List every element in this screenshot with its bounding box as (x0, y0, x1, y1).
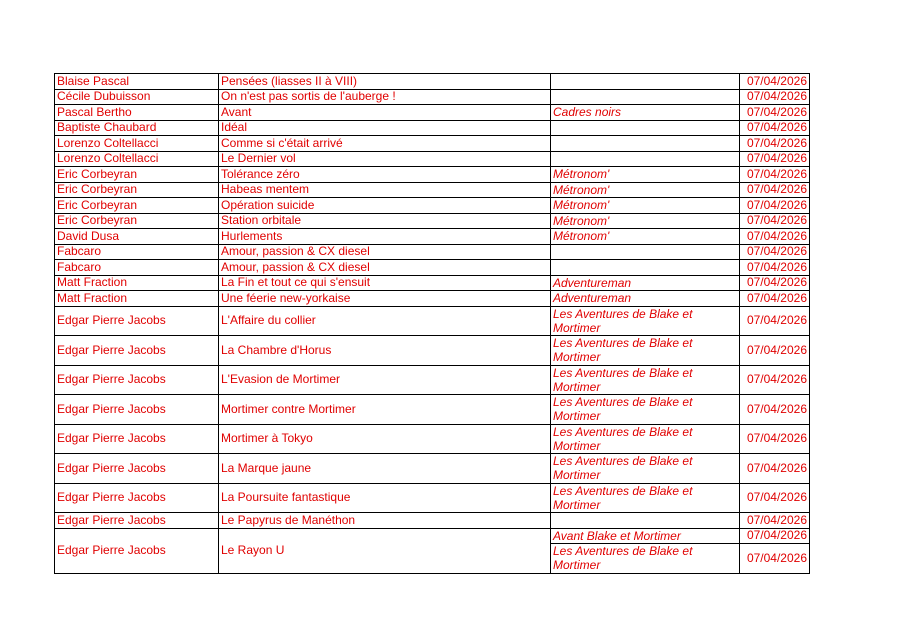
table-row (55, 167, 810, 183)
table-row (55, 513, 810, 529)
author-cell: Edgar Pierre Jacobs (55, 336, 219, 366)
date-cell: 07/04/2026 (740, 513, 810, 529)
series-cell: Métronom' (551, 213, 740, 229)
series-cell: Cadres noirs (551, 105, 740, 121)
author-cell: Fabcaro (55, 260, 219, 276)
series-cell (551, 136, 740, 152)
author-cell: Edgar Pierre Jacobs (55, 365, 219, 395)
title-cell: Amour, passion & CX diesel (219, 244, 551, 260)
series-cell: Les Aventures de Blake et Mortimer (551, 306, 740, 336)
series-cell: Les Aventures de Blake et Mortimer (551, 544, 740, 574)
date-cell: 07/04/2026 (740, 291, 810, 307)
title-cell: Pensées (liasses II à VIII) (219, 74, 551, 90)
title-cell: La Chambre d'Horus (219, 336, 551, 366)
series-cell: Les Aventures de Blake et Mortimer (551, 336, 740, 366)
series-cell: Métronom' (551, 167, 740, 183)
date-cell: 07/04/2026 (740, 105, 810, 121)
title-cell: Hurlements (219, 229, 551, 245)
date-cell: 07/04/2026 (740, 336, 810, 366)
table-row (55, 74, 810, 90)
table-row (55, 198, 810, 214)
table-row (55, 365, 810, 395)
date-cell: 07/04/2026 (740, 424, 810, 454)
title-cell: Avant (219, 105, 551, 121)
table-row (55, 136, 810, 152)
title-cell: Mortimer contre Mortimer (219, 395, 551, 425)
table-row (55, 483, 810, 513)
table-row (55, 336, 810, 366)
date-cell: 07/04/2026 (740, 89, 810, 105)
table-row (55, 306, 810, 336)
title-cell: L'Affaire du collier (219, 306, 551, 336)
date-cell: 07/04/2026 (740, 182, 810, 198)
author-cell: Eric Corbeyran (55, 167, 219, 183)
date-cell: 07/04/2026 (740, 74, 810, 90)
author-cell: Edgar Pierre Jacobs (55, 483, 219, 513)
table-row (55, 213, 810, 229)
author-cell: Pascal Bertho (55, 105, 219, 121)
title-cell: La Poursuite fantastique (219, 483, 551, 513)
title-cell: Opération suicide (219, 198, 551, 214)
series-cell (551, 151, 740, 167)
title-cell: Mortimer à Tokyo (219, 424, 551, 454)
date-cell: 07/04/2026 (740, 151, 810, 167)
author-cell: Edgar Pierre Jacobs (55, 424, 219, 454)
table-row (55, 151, 810, 167)
title-cell: Habeas mentem (219, 182, 551, 198)
series-cell (551, 513, 740, 529)
author-cell: Edgar Pierre Jacobs (55, 306, 219, 336)
title-cell: Le Papyrus de Manéthon (219, 513, 551, 529)
title-cell: Le Dernier vol (219, 151, 551, 167)
date-cell: 07/04/2026 (740, 306, 810, 336)
title-cell: Tolérance zéro (219, 167, 551, 183)
date-cell: 07/04/2026 (740, 365, 810, 395)
title-cell: L'Evasion de Mortimer (219, 365, 551, 395)
date-cell: 07/04/2026 (740, 483, 810, 513)
title-cell: Station orbitale (219, 213, 551, 229)
table-row (55, 105, 810, 121)
series-cell: Les Aventures de Blake et Mortimer (551, 395, 740, 425)
title-cell: La Marque jaune (219, 454, 551, 484)
author-cell: Blaise Pascal (55, 74, 219, 90)
title-cell: Une féerie new-yorkaise (219, 291, 551, 307)
author-cell: Eric Corbeyran (55, 213, 219, 229)
author-cell: Lorenzo Coltellacci (55, 151, 219, 167)
series-cell (551, 244, 740, 260)
series-cell (551, 260, 740, 276)
author-cell: Edgar Pierre Jacobs (55, 528, 219, 573)
author-cell: Eric Corbeyran (55, 198, 219, 214)
author-cell: Eric Corbeyran (55, 182, 219, 198)
table-row (55, 120, 810, 136)
series-cell: Adventureman (551, 275, 740, 291)
title-cell: Amour, passion & CX diesel (219, 260, 551, 276)
series-cell: Les Aventures de Blake et Mortimer (551, 424, 740, 454)
author-cell: David Dusa (55, 229, 219, 245)
title-cell: Comme si c'était arrivé (219, 136, 551, 152)
table-row (55, 229, 810, 245)
table-row (55, 395, 810, 425)
author-cell: Edgar Pierre Jacobs (55, 513, 219, 529)
series-cell (551, 120, 740, 136)
series-cell: Avant Blake et Mortimer (551, 528, 740, 544)
date-cell: 07/04/2026 (740, 544, 810, 574)
series-cell: Adventureman (551, 291, 740, 307)
series-cell (551, 89, 740, 105)
author-cell: Cécile Dubuisson (55, 89, 219, 105)
series-cell: Les Aventures de Blake et Mortimer (551, 454, 740, 484)
book-list-table (54, 73, 810, 574)
date-cell: 07/04/2026 (740, 244, 810, 260)
series-cell: Les Aventures de Blake et Mortimer (551, 483, 740, 513)
table-row (55, 291, 810, 307)
author-cell: Edgar Pierre Jacobs (55, 395, 219, 425)
date-cell: 07/04/2026 (740, 528, 810, 544)
author-cell: Lorenzo Coltellacci (55, 136, 219, 152)
date-cell: 07/04/2026 (740, 198, 810, 214)
author-cell: Matt Fraction (55, 275, 219, 291)
series-cell: Métronom' (551, 182, 740, 198)
table-row (55, 454, 810, 484)
table-row (55, 182, 810, 198)
table-row (55, 244, 810, 260)
date-cell: 07/04/2026 (740, 454, 810, 484)
author-cell: Matt Fraction (55, 291, 219, 307)
title-cell: Idéal (219, 120, 551, 136)
author-cell: Edgar Pierre Jacobs (55, 454, 219, 484)
table-row (55, 260, 810, 276)
date-cell: 07/04/2026 (740, 120, 810, 136)
title-cell: La Fin et tout ce qui s'ensuit (219, 275, 551, 291)
table-row (55, 528, 810, 544)
date-cell: 07/04/2026 (740, 395, 810, 425)
series-cell: Métronom' (551, 198, 740, 214)
date-cell: 07/04/2026 (740, 260, 810, 276)
date-cell: 07/04/2026 (740, 229, 810, 245)
date-cell: 07/04/2026 (740, 136, 810, 152)
table-row (55, 424, 810, 454)
table-body (55, 74, 810, 574)
title-cell: Le Rayon U (219, 528, 551, 573)
table-row (55, 275, 810, 291)
date-cell: 07/04/2026 (740, 213, 810, 229)
date-cell: 07/04/2026 (740, 167, 810, 183)
table-row (55, 89, 810, 105)
author-cell: Baptiste Chaubard (55, 120, 219, 136)
date-cell: 07/04/2026 (740, 275, 810, 291)
series-cell: Métronom' (551, 229, 740, 245)
series-cell (551, 74, 740, 90)
series-cell: Les Aventures de Blake et Mortimer (551, 365, 740, 395)
author-cell: Fabcaro (55, 244, 219, 260)
title-cell: On n'est pas sortis de l'auberge ! (219, 89, 551, 105)
